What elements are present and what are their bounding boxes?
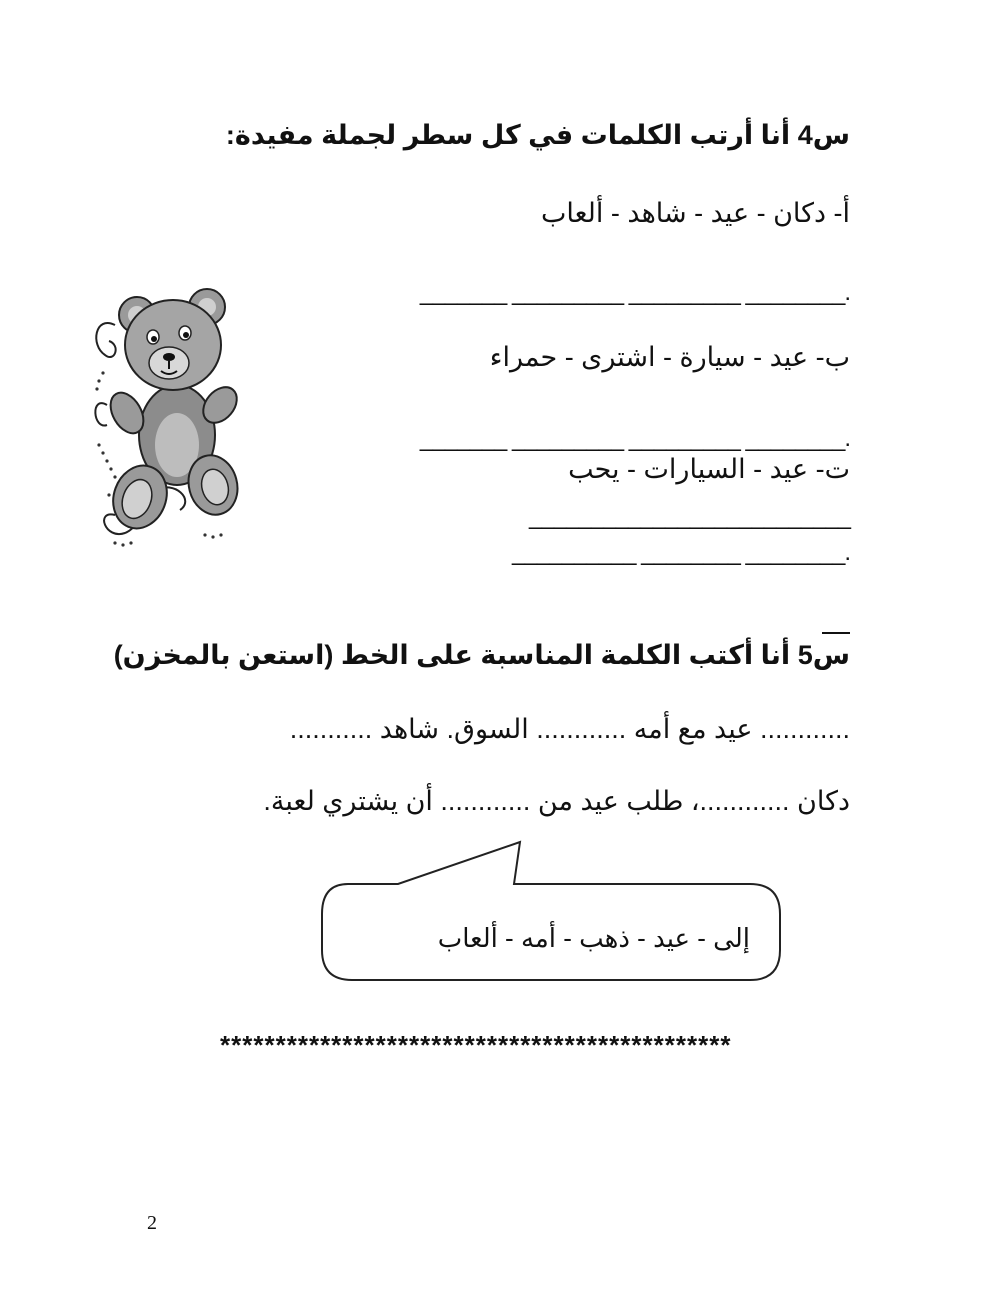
q5-sentence-line-1[interactable]: ............ عيد مع أمه ............ السوق. شاهد ........... xyxy=(289,714,850,744)
q4-item-a-words: أ- دكان - عيد - شاهد - ألعاب xyxy=(541,198,850,228)
word-bank-text: إلى - عيد - ذهب - أمه - ألعاب xyxy=(437,923,750,953)
q4-item-b-words: ب- عيد - سيارة - اشترى - حمراء xyxy=(489,342,850,372)
separator-asterisks: ********************************************** xyxy=(220,1030,732,1060)
q4-title: س4 أنا أرتب الكلمات في كل سطر لجملة مفيدة: xyxy=(225,120,850,150)
q4-item-c-answer-line-1[interactable]: __________________________ xyxy=(528,503,850,530)
q5-title: س5 أنا أكتب الكلمة المناسبة على الخط (استعن بالمخزن) xyxy=(113,640,850,670)
q4-item-c-words: ت- عيد - السيارات - يحب xyxy=(568,454,850,484)
page-number: 2 xyxy=(147,1212,157,1234)
q5-number-overbar xyxy=(822,632,850,634)
q5-sentence-line-2[interactable]: دكان ............، طلب عيد من ............ أن يشتري لعبة. xyxy=(263,786,850,816)
q4-item-b-answer-line[interactable]: _______ _________ _________ ________. xyxy=(419,425,850,452)
q4-item-c-answer-line-2[interactable]: __________ ________ ________. xyxy=(511,539,850,566)
teddy-bear-illustration xyxy=(85,285,260,550)
word-bank-bubble xyxy=(318,838,786,986)
q4-item-a-answer-line[interactable]: _______ _________ _________ ________. xyxy=(419,279,850,306)
